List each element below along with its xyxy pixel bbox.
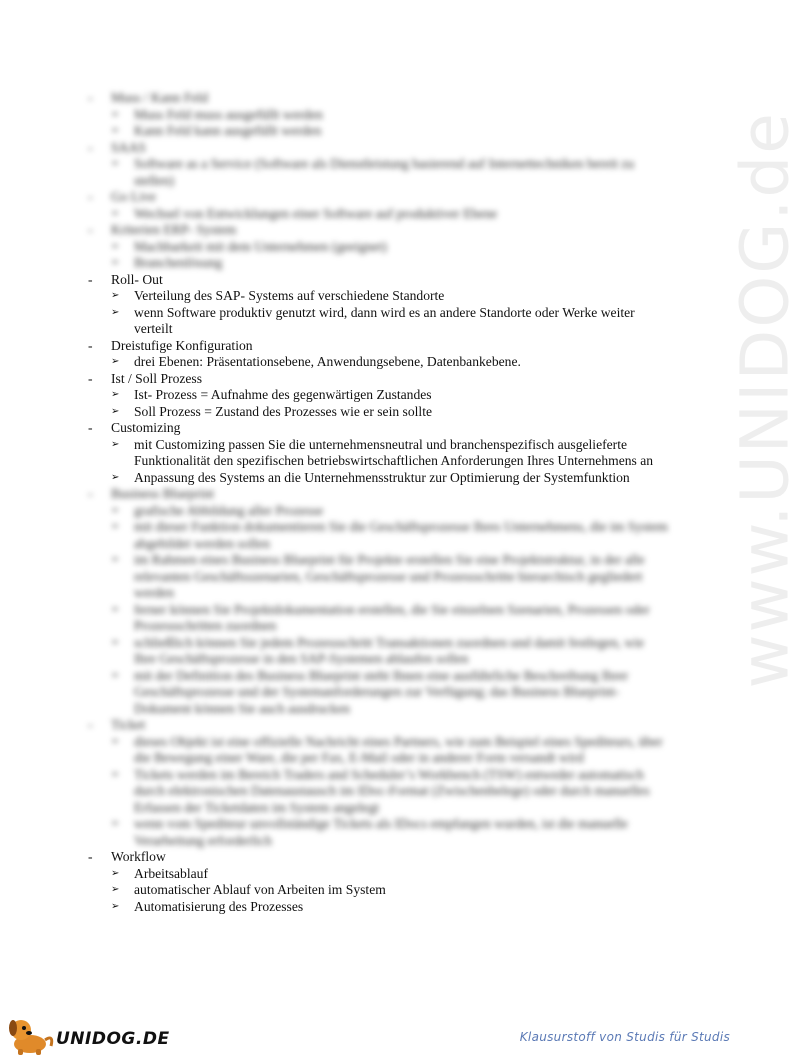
- section-heading: [88, 338, 668, 355]
- arrow-bullet-icon: ➢: [111, 521, 120, 532]
- bullet-list: [88, 107, 668, 140]
- arrow-bullet-icon: ➢: [111, 207, 120, 219]
- arrow-bullet-icon: ➢: [111, 306, 120, 318]
- arrow-bullet-icon: ➢: [111, 884, 120, 895]
- dash-marker: -: [88, 271, 93, 287]
- list-item: [111, 602, 668, 635]
- section-heading: [88, 140, 668, 157]
- arrow-bullet-icon: ➢: [111, 504, 120, 516]
- list-item: [111, 123, 668, 140]
- section: [88, 90, 668, 140]
- list-item: [111, 470, 668, 487]
- list-item: [111, 156, 668, 189]
- dash-marker: -: [88, 486, 93, 501]
- list-item: [111, 387, 668, 404]
- list-item-text: grafische Abbildung aller Prozesse: [134, 502, 324, 518]
- arrow-bullet-icon: ➢: [111, 356, 120, 367]
- dash-marker: -: [88, 370, 93, 386]
- arrow-bullet-icon: ➢: [111, 290, 120, 301]
- list-item: [111, 404, 668, 421]
- dash-marker: -: [88, 189, 93, 204]
- section: [88, 849, 668, 915]
- section-heading: [88, 371, 668, 388]
- list-item-text: drei Ebenen: Präsentationsebene, Anwendungsebene, Datenbankebene.: [134, 354, 521, 369]
- section-heading: [88, 90, 668, 107]
- arrow-bullet-icon: ➢: [111, 603, 120, 615]
- footer-tagline: Klausurstoff von Studis für Studis: [519, 1030, 730, 1044]
- heading-text: SAAS: [111, 139, 146, 155]
- section-heading: [88, 420, 668, 437]
- arrow-bullet-icon: ➢: [111, 636, 120, 648]
- list-item-text: Software as a Service (Software als Dienstleistung basierend auf Internettechniken bereit zu stellen): [134, 156, 635, 188]
- list-item: [111, 305, 668, 338]
- list-item-text: Automatisierung des Prozesses: [134, 898, 304, 914]
- heading-text: Ticket: [111, 717, 146, 732]
- arrow-bullet-icon: ➢: [111, 669, 120, 681]
- list-item: [111, 635, 668, 668]
- logo-text: UNIDOG.DE: [56, 1029, 170, 1049]
- heading-text: Dreistufige Konfiguration: [111, 337, 253, 353]
- bullet-list: [88, 354, 668, 371]
- section: [88, 338, 668, 371]
- arrow-bullet-icon: ➢: [111, 257, 120, 268]
- section: [88, 222, 668, 272]
- unidog-logo: [4, 1016, 174, 1056]
- heading-text: Workflow: [111, 849, 166, 864]
- list-item: [111, 519, 668, 552]
- dash-marker: -: [88, 420, 93, 435]
- list-item-text: mit Customizing passen Sie die unternehmensneutral und branchenspezifisch ausgelieferte Funktionalität den spezifischen betriebswirtschaftlichen Anforderungen Ihres Unternehmens an: [134, 436, 654, 468]
- list-item: [111, 354, 668, 371]
- section: [88, 140, 668, 190]
- dash-marker: -: [88, 90, 93, 105]
- bullet-list: [88, 734, 668, 850]
- dash-marker: -: [88, 222, 93, 237]
- bullet-list: [88, 288, 668, 338]
- list-item: [111, 255, 668, 272]
- heading-text: Business Blueprint: [111, 486, 215, 501]
- list-item-text: Kann Feld kann ausgefüllt werden: [134, 123, 322, 138]
- list-item-text: automatischer Ablauf von Arbeiten im System: [134, 882, 386, 897]
- dash-marker: -: [88, 849, 93, 864]
- arrow-bullet-icon: ➢: [111, 438, 120, 450]
- heading-text: Go Live: [111, 189, 156, 204]
- list-item-text: dieses Objekt ist eine offizielle Nachricht eines Partners, wie zum Beispiel eines Spediteurs, über die Bewegung einer Ware, die per Fax, E-Mail oder in anderer Form versandt wird: [134, 733, 663, 765]
- section: [88, 486, 668, 717]
- section: [88, 189, 668, 222]
- arrow-bullet-icon: ➢: [111, 735, 120, 747]
- bullet-list: [88, 206, 668, 223]
- watermark: www.UNIDOG.de: [726, 111, 804, 689]
- arrow-bullet-icon: ➢: [111, 554, 120, 565]
- arrow-bullet-icon: ➢: [111, 389, 120, 400]
- section-heading: [88, 849, 668, 866]
- arrow-bullet-icon: ➢: [111, 900, 120, 912]
- list-item-text: Anpassung des Systems an die Unternehmensstruktur zur Optimierung der Systemfunktion: [134, 469, 630, 485]
- list-item-text: wenn vom Spediteur unvollständige Tickets als IDocs empfangen wurden, ist die manuelle Verarbeitung erforderlich: [134, 816, 628, 848]
- list-item: [111, 816, 668, 849]
- list-item-text: im Rahmen eines Business Blueprint für Projekte erstellen Sie eine Projektstruktur, in der alle relevanten Geschäftsszenarien, Geschäftsprozesse und Prozessschritte hierarchisch gegliedert werden: [134, 552, 645, 600]
- list-item: [111, 206, 668, 223]
- list-item-text: Muss Feld muss ausgefüllt werden: [134, 106, 323, 122]
- list-item-text: wenn Software produktiv genutzt wird, dann wird es an andere Standorte oder Werke weiter verteilt: [134, 304, 635, 336]
- list-item: [111, 552, 668, 602]
- arrow-bullet-icon: ➢: [111, 405, 120, 417]
- list-item: [111, 437, 668, 470]
- bullet-list: [88, 239, 668, 272]
- list-item-text: Wechsel von Entwicklungen einer Software auf produktiver Ebene: [134, 205, 498, 221]
- heading-text: Muss / Kann Feld: [111, 90, 209, 105]
- arrow-bullet-icon: ➢: [111, 867, 120, 879]
- list-item-text: Arbeitsablauf: [134, 865, 208, 881]
- list-item-text: mit dieser Funktion dokumentieren Sie die Geschäftsprozesse Ihres Unternehmens, die im System abgebildet werden sollen: [134, 519, 668, 551]
- section: [88, 272, 668, 338]
- list-item: [111, 668, 668, 718]
- list-item-text: Verteilung des SAP- Systems auf verschiedene Standorte: [134, 288, 445, 303]
- bullet-list: [88, 156, 668, 189]
- dash-marker: -: [88, 139, 93, 155]
- list-item: [111, 767, 668, 817]
- list-item-text: Machbarkeit mit dem Unternehmen (geeignet): [134, 238, 387, 254]
- list-item-text: Soll Prozess = Zustand des Prozesses wie er sein sollte: [134, 403, 433, 419]
- section-heading: [88, 189, 668, 206]
- list-item: [111, 882, 668, 899]
- list-item-text: schließlich können Sie jedem Prozessschritt Transaktionen zuordnen und damit festlegen, wie Ihre Geschäftsprozesse in den SAP-Systemen ablaufen sollen: [134, 634, 645, 666]
- list-item: [111, 239, 668, 256]
- arrow-bullet-icon: ➢: [111, 108, 120, 120]
- list-item: [111, 503, 668, 520]
- section-heading: [88, 486, 668, 503]
- dash-marker: -: [88, 337, 93, 353]
- document-body: [88, 90, 668, 915]
- section: [88, 371, 668, 421]
- heading-text: Roll- Out: [111, 271, 163, 287]
- dash-marker: -: [88, 717, 93, 732]
- section-heading: [88, 272, 668, 289]
- heading-text: Ist / Soll Prozess: [111, 370, 203, 386]
- arrow-bullet-icon: ➢: [111, 125, 120, 136]
- bullet-list: [88, 437, 668, 487]
- section: [88, 717, 668, 849]
- list-item-text: mit der Definition des Business Blueprint steht Ihnen eine ausführliche Beschreibung Ihrer Geschäftsprozesse und der Systemanforderungen zur Verfügung; das Business Blueprint-Dokument können Sie auch ausdrucken: [134, 667, 629, 716]
- list-item: [111, 107, 668, 124]
- list-item-text: Branchenlösung: [134, 255, 223, 270]
- list-item: [111, 866, 668, 883]
- list-item: [111, 288, 668, 305]
- arrow-bullet-icon: ➢: [111, 768, 120, 780]
- list-item-text: Tickets werden im Bereich Traders and Scheduler’s Workbench (TSW) entweder automatisch durch elektronischen Datenaustausch im IDoc-Format (Zwischenbelege) oder durch manuelles Erfassen der Ticketdaten im System angelegt: [134, 766, 650, 815]
- arrow-bullet-icon: ➢: [111, 818, 120, 829]
- bullet-list: [88, 866, 668, 916]
- heading-text: Customizing: [111, 420, 181, 435]
- arrow-bullet-icon: ➢: [111, 158, 120, 169]
- list-item-text: ferner können Sie Projektdokumentation erstellen, die Sie einzelnen Szenarien, Prozessen oder Prozessschritten zuordnen: [134, 601, 650, 633]
- section-heading: [88, 717, 668, 734]
- bullet-list: [88, 387, 668, 420]
- dog-icon: [4, 1016, 56, 1056]
- arrow-bullet-icon: ➢: [111, 471, 120, 483]
- bullet-list: [88, 503, 668, 718]
- list-item: [111, 899, 668, 916]
- list-item: [111, 734, 668, 767]
- section-heading: [88, 222, 668, 239]
- section: [88, 420, 668, 486]
- arrow-bullet-icon: ➢: [111, 240, 120, 252]
- list-item-text: Ist- Prozess = Aufnahme des gegenwärtigen Zustandes: [134, 387, 432, 402]
- heading-text: Kriterien ERP- System: [111, 222, 237, 237]
